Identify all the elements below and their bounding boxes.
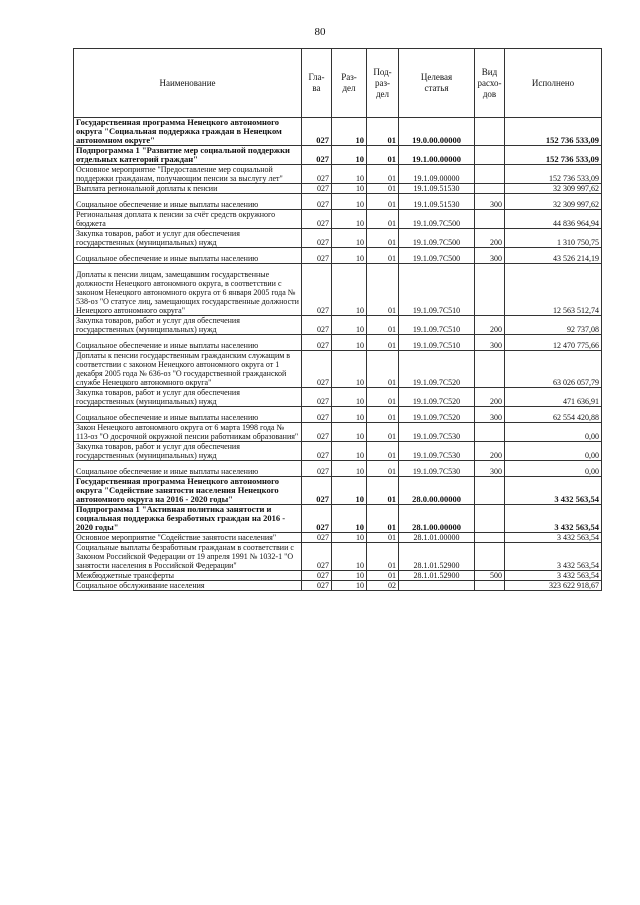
row-razdel: 10: [332, 543, 367, 571]
row-podrazdel: 01: [367, 571, 399, 581]
row-executed: 3 432 563,54: [505, 477, 602, 505]
row-vid: 300: [475, 194, 505, 210]
row-name: Межбюджетные трансферты: [74, 571, 302, 581]
row-razdel: 10: [332, 407, 367, 423]
row-executed: 3 432 563,54: [505, 533, 602, 543]
row-executed: 0,00: [505, 461, 602, 477]
row-glava: 027: [302, 184, 332, 194]
table-row: [74, 194, 602, 210]
table-row: [74, 388, 602, 407]
row-razdel: 10: [332, 316, 367, 335]
row-podrazdel: 01: [367, 461, 399, 477]
table-row: [74, 248, 602, 264]
page-number: 80: [314, 26, 326, 38]
row-name: Закупка товаров, работ и услуг для обеспечения государственных (муниципальных) нужд: [74, 316, 302, 335]
row-target: 19.1.09.7С520: [399, 351, 475, 388]
row-podrazdel: 01: [367, 264, 399, 316]
row-podrazdel: 02: [367, 581, 399, 591]
row-razdel: 10: [332, 194, 367, 210]
row-vid: [475, 543, 505, 571]
table-row: [74, 505, 602, 533]
row-target: 19.1.09.7С520: [399, 407, 475, 423]
row-razdel: 10: [332, 335, 367, 351]
row-razdel: 10: [332, 461, 367, 477]
row-glava: 027: [302, 407, 332, 423]
row-glava: 027: [302, 264, 332, 316]
row-vid: [475, 533, 505, 543]
row-executed: 152 736 533,09: [505, 146, 602, 165]
row-name: Выплата региональной доплаты к пенсии: [74, 184, 302, 194]
header-executed: Исполнено: [505, 49, 602, 118]
row-podrazdel: 01: [367, 477, 399, 505]
row-target: 28.1.01.00000: [399, 533, 475, 543]
row-glava: 027: [302, 194, 332, 210]
row-target: 19.1.00.00000: [399, 146, 475, 165]
row-razdel: 10: [332, 505, 367, 533]
row-glava: 027: [302, 581, 332, 591]
row-podrazdel: 01: [367, 229, 399, 248]
table-row: [74, 533, 602, 543]
row-target: 28.1.00.00000: [399, 505, 475, 533]
row-executed: 32 309 997,62: [505, 194, 602, 210]
table-row: [74, 184, 602, 194]
row-razdel: 10: [332, 442, 367, 461]
row-name: Закупка товаров, работ и услуг для обеспечения государственных (муниципальных) нужд: [74, 388, 302, 407]
row-target: 19.1.09.7С500: [399, 229, 475, 248]
row-razdel: 10: [332, 388, 367, 407]
row-executed: 44 836 964,94: [505, 210, 602, 229]
row-name: Социальные выплаты безработным гражданам в соответствии с Законом Российской Федерации от 19 апреля 1991 № 1032-1 "О занятости населения в Российской Федерации": [74, 543, 302, 571]
row-name: Основное мероприятие "Содействие занятости населения": [74, 533, 302, 543]
row-podrazdel: 01: [367, 407, 399, 423]
row-podrazdel: 01: [367, 210, 399, 229]
row-target: 19.1.09.7С510: [399, 316, 475, 335]
row-target: 19.1.09.7С510: [399, 335, 475, 351]
header-razdel: Раз- дел: [332, 49, 367, 118]
table-row: [74, 477, 602, 505]
row-glava: 027: [302, 477, 332, 505]
row-glava: 027: [302, 442, 332, 461]
row-razdel: 10: [332, 184, 367, 194]
row-executed: 0,00: [505, 442, 602, 461]
row-target: 19.1.09.00000: [399, 165, 475, 184]
row-glava: 027: [302, 505, 332, 533]
row-glava: 027: [302, 543, 332, 571]
table-row: [74, 581, 602, 591]
row-razdel: 10: [332, 351, 367, 388]
row-glava: 027: [302, 118, 332, 146]
row-glava: 027: [302, 229, 332, 248]
row-name: Закупка товаров, работ и услуг для обеспечения государственных (муниципальных) нужд: [74, 442, 302, 461]
row-name: Социальное обеспечение и иные выплаты населению: [74, 461, 302, 477]
row-executed: 63 026 057,79: [505, 351, 602, 388]
row-glava: 027: [302, 248, 332, 264]
row-glava: 027: [302, 146, 332, 165]
row-target: 19.0.00.00000: [399, 118, 475, 146]
table-header-row: [74, 49, 602, 118]
row-razdel: 10: [332, 229, 367, 248]
row-target: [399, 581, 475, 591]
row-podrazdel: 01: [367, 118, 399, 146]
row-executed: 12 563 512,74: [505, 264, 602, 316]
row-glava: 027: [302, 316, 332, 335]
row-executed: 323 622 918,67: [505, 581, 602, 591]
row-podrazdel: 01: [367, 316, 399, 335]
row-podrazdel: 01: [367, 505, 399, 533]
table-row: [74, 407, 602, 423]
row-vid: [475, 146, 505, 165]
row-vid: [475, 505, 505, 533]
table-row: [74, 210, 602, 229]
row-target: 28.0.00.00000: [399, 477, 475, 505]
row-razdel: 10: [332, 571, 367, 581]
row-vid: [475, 423, 505, 442]
row-vid: 200: [475, 229, 505, 248]
row-target: 28.1.01.52900: [399, 571, 475, 581]
row-executed: 43 526 214,19: [505, 248, 602, 264]
row-podrazdel: 01: [367, 194, 399, 210]
row-vid: [475, 210, 505, 229]
row-name: Закон Ненецкого автономного округа от 6 марта 1998 года № 113-оз "О досрочной окружной пенсии работникам образования": [74, 423, 302, 442]
row-vid: [475, 184, 505, 194]
table-row: [74, 351, 602, 388]
row-executed: 3 432 563,54: [505, 543, 602, 571]
row-podrazdel: 01: [367, 543, 399, 571]
row-name: Социальное обеспечение и иные выплаты населению: [74, 194, 302, 210]
row-target: 19.1.09.7С530: [399, 423, 475, 442]
row-vid: [475, 581, 505, 591]
row-podrazdel: 01: [367, 423, 399, 442]
row-vid: 200: [475, 316, 505, 335]
table-row: [74, 165, 602, 184]
table-row: [74, 316, 602, 335]
row-target: 19.1.09.51530: [399, 194, 475, 210]
row-vid: 200: [475, 442, 505, 461]
header-podrazdel: Под- раз- дел: [367, 49, 399, 118]
header-target: Целевая статья: [399, 49, 475, 118]
row-name: Основное мероприятие "Предоставление мер социальной поддержки гражданам, получающим пенсии за выслугу лет": [74, 165, 302, 184]
row-podrazdel: 01: [367, 184, 399, 194]
row-executed: 152 736 533,09: [505, 165, 602, 184]
row-razdel: 10: [332, 165, 367, 184]
row-vid: 300: [475, 335, 505, 351]
row-name: Социальное обеспечение и иные выплаты населению: [74, 335, 302, 351]
row-podrazdel: 01: [367, 146, 399, 165]
row-executed: 1 310 750,75: [505, 229, 602, 248]
row-podrazdel: 01: [367, 335, 399, 351]
table-row: [74, 229, 602, 248]
row-vid: 300: [475, 407, 505, 423]
table-row: [74, 543, 602, 571]
row-glava: 027: [302, 210, 332, 229]
row-razdel: 10: [332, 146, 367, 165]
row-executed: 62 554 420,88: [505, 407, 602, 423]
table-row: [74, 118, 602, 146]
row-name: Государственная программа Ненецкого автономного округа "Социальная поддержка граждан в Ненецком автономном округе": [74, 118, 302, 146]
row-razdel: 10: [332, 118, 367, 146]
row-name: Социальное обеспечение и иные выплаты населению: [74, 407, 302, 423]
expenditure-table: [73, 48, 602, 591]
row-executed: 471 636,91: [505, 388, 602, 407]
table-row: [74, 335, 602, 351]
table-row: [74, 461, 602, 477]
table-row: [74, 264, 602, 316]
row-executed: 3 432 563,54: [505, 571, 602, 581]
table-row: [74, 571, 602, 581]
row-name: Доплаты к пенсии государственным гражданским служащим в соответствии с законом Ненецкого автономного округа от 1 декабря 2005 года № 636-оз "О государственной гражданской службе Ненецкого автономного округа": [74, 351, 302, 388]
row-target: 19.1.09.7С530: [399, 442, 475, 461]
row-vid: [475, 477, 505, 505]
row-name: Государственная программа Ненецкого автономного округа "Содействие занятости населения Ненецкого автономного округа на 2016 - 2020 годы": [74, 477, 302, 505]
row-name: Закупка товаров, работ и услуг для обеспечения государственных (муниципальных) нужд: [74, 229, 302, 248]
row-podrazdel: 01: [367, 248, 399, 264]
row-name: Подпрограмма 1 "Развитие мер социальной поддержки отдельных категорий граждан": [74, 146, 302, 165]
row-vid: 200: [475, 388, 505, 407]
row-name: Доплаты к пенсии лицам, замещавшим государственные должности Ненецкого автономного округа, в соответствии с законом Ненецкого автономного округа от 6 января 2005 года № 538-оз "О статусе лиц, замещающих государственные должности Ненецкого автономного округа": [74, 264, 302, 316]
row-target: 19.1.09.7С520: [399, 388, 475, 407]
row-podrazdel: 01: [367, 388, 399, 407]
row-razdel: 10: [332, 533, 367, 543]
row-razdel: 10: [332, 210, 367, 229]
table-row: [74, 423, 602, 442]
row-glava: 027: [302, 335, 332, 351]
row-vid: 500: [475, 571, 505, 581]
row-vid: [475, 165, 505, 184]
row-vid: [475, 118, 505, 146]
row-razdel: 10: [332, 423, 367, 442]
row-razdel: 10: [332, 581, 367, 591]
row-executed: 152 736 533,09: [505, 118, 602, 146]
row-target: 19.1.09.7С500: [399, 210, 475, 229]
row-vid: 300: [475, 248, 505, 264]
row-glava: 027: [302, 533, 332, 543]
row-glava: 027: [302, 388, 332, 407]
row-vid: [475, 264, 505, 316]
row-glava: 027: [302, 423, 332, 442]
row-name: Подпрограмма 1 "Активная политика занятости и социальная поддержка безработных граждан на 2016 - 2020 годы": [74, 505, 302, 533]
row-razdel: 10: [332, 248, 367, 264]
row-razdel: 10: [332, 264, 367, 316]
header-vid: Вид расхо- дов: [475, 49, 505, 118]
header-name: Наименование: [74, 49, 302, 118]
row-executed: 0,00: [505, 423, 602, 442]
row-target: 19.1.09.7С530: [399, 461, 475, 477]
row-podrazdel: 01: [367, 442, 399, 461]
table-row: [74, 146, 602, 165]
row-executed: 3 432 563,54: [505, 505, 602, 533]
row-glava: 027: [302, 165, 332, 184]
row-executed: 32 309 997,62: [505, 184, 602, 194]
row-vid: [475, 351, 505, 388]
header-glava: Гла- ва: [302, 49, 332, 118]
row-target: 19.1.09.7С510: [399, 264, 475, 316]
row-glava: 027: [302, 461, 332, 477]
row-name: Социальное обеспечение и иные выплаты населению: [74, 248, 302, 264]
row-target: 19.1.09.51530: [399, 184, 475, 194]
row-razdel: 10: [332, 477, 367, 505]
row-name: Региональная доплата к пенсии за счёт средств окружного бюджета: [74, 210, 302, 229]
row-glava: 027: [302, 351, 332, 388]
row-podrazdel: 01: [367, 533, 399, 543]
row-target: 28.1.01.52900: [399, 543, 475, 571]
row-executed: 12 470 775,66: [505, 335, 602, 351]
row-podrazdel: 01: [367, 165, 399, 184]
row-podrazdel: 01: [367, 351, 399, 388]
table-row: [74, 442, 602, 461]
row-target: 19.1.09.7С500: [399, 248, 475, 264]
row-executed: 92 737,08: [505, 316, 602, 335]
row-glava: 027: [302, 571, 332, 581]
row-vid: 300: [475, 461, 505, 477]
row-name: Социальное обслуживание населения: [74, 581, 302, 591]
